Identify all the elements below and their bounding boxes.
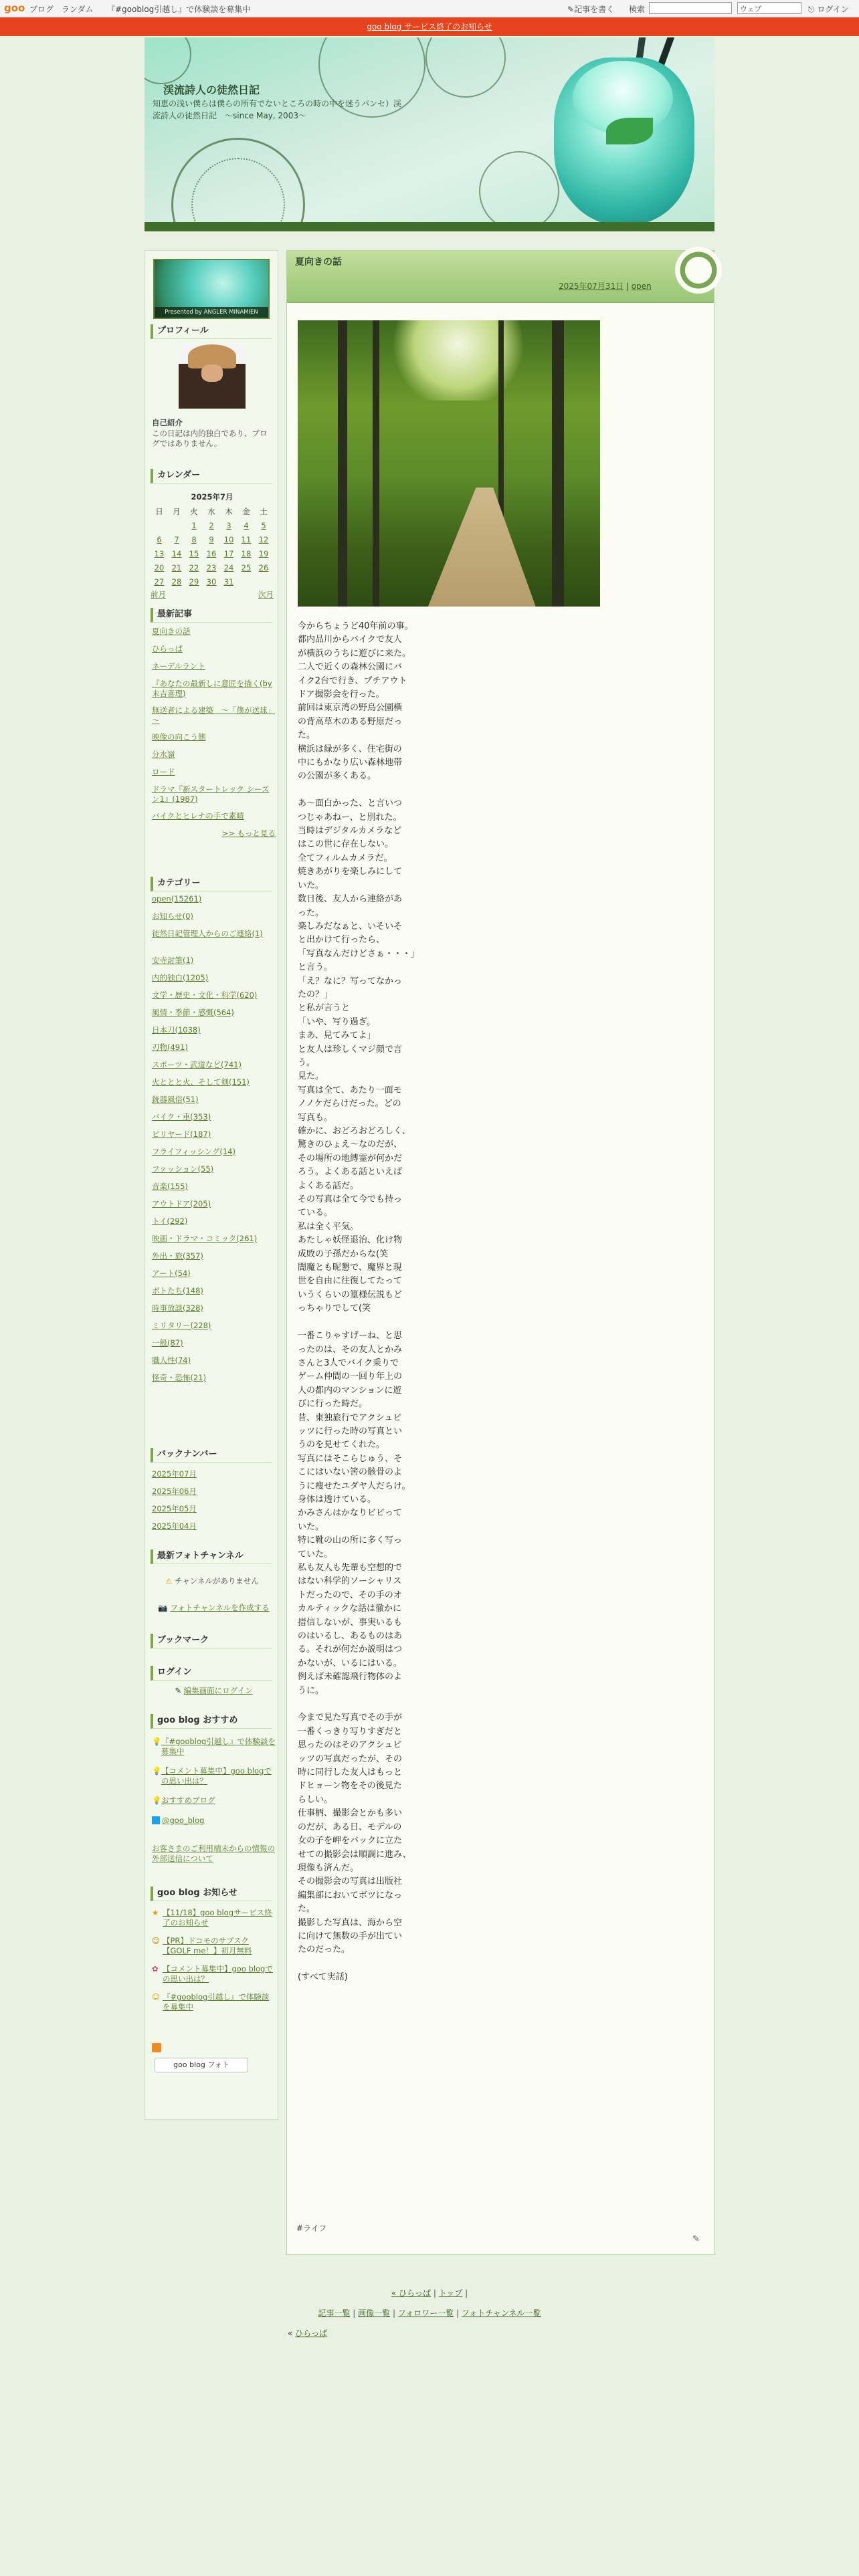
photo-tree (373, 320, 379, 607)
category-link[interactable]: 外出・旅(357) (152, 1251, 203, 1261)
calendar-prev-month[interactable]: 前月 (151, 590, 166, 599)
category-link[interactable]: 一般(87) (152, 1338, 183, 1348)
entry-category-link[interactable]: open (631, 282, 652, 291)
entry-pager: « ひらっぱ | トップ | (391, 2288, 468, 2298)
calendar-day[interactable]: 6 (157, 535, 162, 544)
calendar-day (151, 519, 168, 533)
calendar-day[interactable]: 1 (191, 521, 197, 530)
recent-post-link[interactable]: ネーデルラント (152, 661, 205, 671)
entry-paragraph: あ〜面白かった、と言いつ つじゃあねー、と別れた。 当時はデジタルカメラなど はこの世に存在しない。 全てフィルムカメラだ。 焼きあがりを楽しみにして いた。 数日後、友人から連絡があ った。 楽しみだなぁと、いそいそ と出かけて行ったら、 「写真なんだけどさぁ・・・」 と言う。 「え？なに？写ってなかっ たの？」 と私が言うと 「いや、写り過ぎ。 まあ、見てみてよ」 と友人は珍しくマジ顔で言 う。 見た。 写真は全て、あたり一面モ ノノケだらけだった。どの 写真も。 確かに、おどろおどろしく、 驚きのひょえ〜なのだが、 その場所の地縛霊が何かだ ろう。よくある話といえば よくある話だ。 その写真は全て今でも持っ ている。 私は全く平気。 あたしゃ妖怪退治、化け物 成敗の子孫だからな(笑 闇魔とも昵懇で、魔界と現 世を自由に往復してたって いうくらいの篁様伝説もど っちゃりでして(笑 (298, 798, 420, 1314)
entry-paragraph: 一番こりゃすげーね、と思 ったのは、その友人とかみ さんと3人でバイク乗りで ゲーム仲間の一回り年上の 人の都内のマンションに遊 びに行った時だ。 昔、東独旅行でアクシュビ ッツに行った時の写真とい うのを見せてくれた。 写真にはそこらじゅう、そ こにはいない筈の骸骨のよ うに痩せたユダヤ人だらけ。 身体は透けている。 かみさんはかなりビビって いた。 特に靴の山の所に多く写っ ていた。 私も友人も先輩も空想的で はない科学的ソーシャリス トだったので、その手のオ カルティックな話は徹かに 措信しないが、事実いるも のはいるし、あるものはあ る。それが何だか説明はつ かないが、いるにはいる。 例えば未確認飛行物体のよ うに。 (298, 1331, 411, 1696)
pen-icon: ✎ (175, 1686, 182, 1695)
calendar-day (255, 575, 272, 589)
photo-channel-heading: 最新フォトチャンネル (151, 1549, 272, 1564)
sidebar-banner-image (153, 259, 270, 319)
back-arrow: « (288, 2329, 293, 2338)
weekday-label: 水 (207, 507, 215, 516)
calendar-day[interactable]: 21 (171, 563, 182, 572)
category-link[interactable]: ビリヤード(187) (152, 1130, 211, 1139)
prev-entry-link[interactable]: « ひらっぱ (391, 2288, 431, 2298)
calendar-day[interactable]: 28 (171, 577, 182, 586)
category-link[interactable]: open(15261) (152, 894, 202, 903)
entry-panel (286, 250, 714, 2255)
entry-paragraph: 今からちょうど40年前の事。 都内品川からバイクで友人 が横浜のうちに遊びに来た。 二人で近くの森林公園にバ イク2台で行き、プチアウト ドア撮影会を行った。 前回は東京湾の野鳥公園横 の背高草木のある野原だっ た。 横浜は緑が多く、住宅街の 中にもかなり広い森林地帯 の公園が多くある。 (298, 621, 413, 782)
recommend-link[interactable]: おすすめブログ (161, 1796, 215, 1805)
blog-title[interactable]: 渓流詩人の徒然日記 (163, 84, 260, 96)
blog-description: 知恵の浅い僕らは僕らの所有でないところの時の中を迷うパンセ）渓流詩人の徒然日記 ～since May, 2003～ (153, 99, 402, 120)
category-link[interactable]: 安寺討筆(1) (152, 956, 194, 965)
weekday-label: 火 (190, 507, 198, 516)
rss-icon[interactable] (152, 2043, 161, 2052)
category-link[interactable]: ファッション(55) (152, 1164, 214, 1174)
write-article-link[interactable]: ✎記事を書く (567, 5, 615, 14)
calendar-day[interactable]: 18 (241, 549, 252, 558)
calendar-day (237, 575, 255, 589)
calendar-day[interactable]: 29 (189, 577, 199, 586)
bulb-icon: 💡 (152, 1766, 162, 1776)
news-link[interactable]: 【11/18】goo blogサービス終了のお知らせ (163, 1908, 272, 1927)
calendar-week (151, 575, 274, 589)
backnumber-link[interactable]: 2025年06月 (152, 1487, 197, 1496)
profile-heading: プロフィール (151, 324, 272, 339)
header-ornament (479, 151, 559, 231)
recommend-link[interactable]: 【コメント募集中】goo blogでの思い出は？ (161, 1766, 272, 1786)
category-link[interactable]: 銃器風俗(51) (152, 1095, 199, 1104)
bulb-icon: 💡 (152, 1737, 162, 1746)
calendar-day[interactable]: 30 (206, 577, 217, 586)
calendar-day[interactable]: 23 (206, 563, 217, 572)
search-scope-select[interactable]: ウェブ (737, 2, 801, 14)
avatar-face (201, 364, 223, 382)
recent-post-link[interactable]: 分水嶺 (152, 750, 175, 759)
entry-date-link[interactable]: 2025年07月31日 (559, 282, 624, 291)
weekday-label: 月 (173, 507, 181, 516)
calendar-day (168, 519, 185, 533)
backnumber-heading: バックナンバー (151, 1448, 272, 1463)
backnumber-link[interactable]: 2025年07月 (152, 1469, 197, 1479)
back-entry-link[interactable]: ひらっぱ (295, 2329, 328, 2338)
twitter-link[interactable]: @goo_blog (162, 1816, 205, 1825)
edit-pencil-icon[interactable]: ✎ (692, 2234, 700, 2244)
weekday-label: 木 (225, 507, 233, 516)
calendar-day[interactable]: 22 (189, 563, 199, 572)
weekday-label: 金 (242, 507, 250, 516)
backnumber-link[interactable]: 2025年04月 (152, 1521, 197, 1531)
sidebar-banner-caption: Presented by ANGLER MINAMIEN (155, 307, 268, 318)
category-link[interactable]: スポーツ・武道など(741) (152, 1060, 242, 1069)
calendar-week (151, 519, 274, 533)
recommend-list (152, 1737, 276, 1873)
star-icon: ★ (152, 1908, 159, 1917)
entry-title: 夏向きの話 (295, 257, 342, 267)
category-link[interactable]: お知らせ(0) (152, 911, 193, 921)
calendar-day[interactable]: 31 (223, 577, 234, 586)
calendar-day[interactable]: 9 (209, 535, 214, 544)
category-link[interactable]: ボトたち(148) (152, 1286, 203, 1295)
photo-sky (391, 320, 525, 401)
calendar-day[interactable]: 11 (241, 535, 252, 544)
profile-intro-label: 自己紹介 (152, 418, 183, 427)
calendar-day[interactable]: 10 (223, 535, 234, 544)
recent-post-link[interactable]: 『あなたの最新しに意匠を描く(by 末吉喜理) (152, 679, 272, 698)
header-ornament (425, 37, 506, 98)
calendar-week (151, 533, 274, 547)
category-link[interactable]: ミリタリー(228) (152, 1321, 211, 1330)
back-link-row (288, 2327, 327, 2339)
login-icon: ⎋ (808, 5, 815, 14)
recent-post-link[interactable]: 映像の向こう側 (152, 732, 206, 742)
calendar-day[interactable]: 4 (244, 521, 249, 530)
entry-meta: 2025年07月31日 | open (559, 282, 652, 291)
category-link[interactable]: バイク・車(353) (152, 1112, 211, 1121)
search-label: 検索 (629, 5, 646, 14)
category-link[interactable]: 風情・季節・感慨(564) (152, 1008, 234, 1017)
recent-post-link[interactable]: バイクとヒレナの手で素晴 (152, 811, 244, 821)
category-link[interactable]: 音楽(155) (152, 1182, 188, 1191)
news-link[interactable]: 『#gooblog引越し』で体験談を募集中 (163, 1992, 270, 2012)
image-list-link[interactable]: 画像一覧 (358, 2309, 391, 2318)
nav-blog-link[interactable]: ブログ (29, 5, 54, 14)
category-link[interactable]: トイ(292) (152, 1216, 188, 1226)
recent-post-link[interactable]: ひらっぱ (152, 644, 183, 653)
recent-post-link[interactable]: ドラマ『新スタートレック シーズン1』(1987) (152, 784, 270, 804)
weekday-label: 土 (260, 507, 268, 516)
category-link[interactable]: 日本刀(1038) (152, 1025, 201, 1035)
category-link[interactable]: 時事放談(328) (152, 1303, 203, 1313)
header-bottom-band (145, 222, 714, 231)
goo-blog-photo-badge[interactable]: goo blog フォト (155, 2058, 248, 2072)
category-list (152, 894, 276, 1390)
service-notice-bar (0, 17, 859, 36)
photo-tree (552, 320, 564, 607)
sidebar (145, 250, 278, 2120)
category-link[interactable]: 怪奇・恐怖(21) (152, 1373, 207, 1382)
calendar-day[interactable]: 13 (154, 549, 165, 558)
entry-tag[interactable]: #ライフ (296, 2224, 327, 2233)
recent-post-link[interactable]: ロード (152, 767, 175, 776)
edit-login-link[interactable]: ✎ 編集画面にログイン (175, 1686, 253, 1695)
photo-path (425, 488, 539, 607)
calendar-day[interactable]: 7 (174, 535, 179, 544)
category-heading: カテゴリー (151, 877, 272, 891)
category-link[interactable]: アート(54) (152, 1269, 191, 1278)
news-list (152, 1908, 276, 2020)
login-heading: ログイン (151, 1666, 272, 1681)
calendar-day[interactable]: 12 (258, 535, 269, 544)
weekday-label: 日 (155, 507, 163, 516)
news-heading: goo blog お知らせ (151, 1887, 272, 1901)
profile-intro-text: この日記は内的独白であり、ブログではありません。 (152, 429, 268, 448)
calendar (151, 492, 274, 600)
recent-posts-list (152, 627, 276, 845)
smile-icon: ☺ (152, 1992, 160, 2002)
calendar-day[interactable]: 5 (261, 521, 266, 530)
forest-path-photo[interactable] (298, 320, 600, 607)
privacy-link[interactable]: お客さまのご利用端末からの情報の外部送信について (152, 1844, 275, 1863)
category-link[interactable]: 内的独白(1205) (152, 973, 209, 982)
calendar-day[interactable]: 14 (171, 549, 182, 558)
calendar-day[interactable]: 16 (206, 549, 217, 558)
entry-body (298, 620, 452, 1998)
backnumber-list (152, 1469, 276, 1539)
recent-more-link[interactable]: >> もっと見る (221, 829, 276, 838)
blog-header (145, 37, 714, 231)
profile-avatar[interactable] (179, 344, 246, 409)
search-input[interactable] (649, 2, 732, 14)
calendar-week (151, 561, 274, 575)
calendar-day[interactable]: 20 (154, 563, 165, 572)
category-link[interactable]: 映画・ドラマ・コミック(261) (152, 1234, 258, 1243)
category-link[interactable]: フライフィッシング(14) (152, 1147, 235, 1156)
calendar-week (151, 547, 274, 561)
recent-posts-heading: 最新記事 (151, 608, 272, 623)
calendar-day[interactable]: 15 (189, 549, 199, 558)
calendar-day[interactable]: 27 (154, 577, 165, 586)
news-link[interactable]: 【PR】ドコモのサブスク【GOLF me！】初月無料 (163, 1936, 252, 1955)
article-list-link[interactable]: 記事一覧 (318, 2309, 351, 2318)
goo-logo[interactable]: goo (4, 2, 25, 14)
top-link[interactable]: トップ (438, 2288, 463, 2298)
category-link[interactable]: 職人性(74) (152, 1356, 191, 1365)
calendar-weekdays (151, 505, 274, 519)
category-link[interactable]: アウトドア(205) (152, 1199, 211, 1208)
calendar-day[interactable]: 24 (223, 563, 234, 572)
entry-paragraph: (すべて実話) (298, 1972, 348, 1983)
backnumber-link[interactable]: 2025年05月 (152, 1504, 197, 1513)
flower-icon: ✿ (152, 1964, 159, 1973)
nav-campaign-link[interactable]: 『#gooblog引越し』で体験談を募集中 (107, 5, 251, 14)
bookmark-heading: ブックマーク (151, 1634, 272, 1648)
header-ornament (145, 37, 191, 84)
entry-paragraph: 今まで見た写真でその手が 一番くっきり写りすぎだと 思ったのはそのアクシュビ ッツの写真だったが、その 時に同行した友人はもっと ドヒョーン物をその後見た らしい。 仕事柄、撮影会とかも多い のだが、ある日、モデルの 女の子を岬をバックに立た せての撮影会は順調に進み、 現像も済んだ。 その撮影会の写真は出版社 編集部においてボツになっ た。 撮影した写真は、海から空 に向けて無数の手が出てい たのだった。 (298, 1713, 411, 1955)
photo-channel-list-link[interactable]: フォトチャンネル一覧 (461, 2309, 541, 2318)
recommend-heading: goo blog おすすめ (151, 1714, 272, 1729)
pen-icon: ✎ (567, 5, 575, 14)
login-link[interactable]: ⎋ ログイン (808, 5, 849, 14)
news-link[interactable]: 【コメント募集中】goo blogでの思い出は？ (163, 1964, 273, 1983)
calendar-heading: カレンダー (151, 469, 272, 484)
leaf-ornament-icon (675, 247, 722, 294)
entry-header (287, 251, 714, 303)
category-link[interactable]: 火ととと火、そして剣(151) (152, 1077, 250, 1087)
photo-tree (338, 320, 347, 607)
top-toolbar (0, 0, 859, 17)
follower-list-link[interactable]: フォロワー一覧 (397, 2309, 454, 2318)
calendar-day[interactable]: 26 (258, 563, 269, 572)
nav-random-link[interactable]: ランダム (62, 5, 94, 14)
service-end-notice-link[interactable]: goo blog サービス終了のお知らせ (367, 22, 492, 31)
recent-post-link[interactable]: 無送者による建築 ～「僕が送球」～ (152, 706, 275, 725)
calendar-day[interactable]: 17 (223, 549, 234, 558)
category-link[interactable]: 刃物(491) (152, 1043, 188, 1052)
smile-icon: ☺ (152, 1936, 160, 1945)
recent-post-link[interactable]: 夏向きの話 (152, 627, 191, 636)
calendar-month: 2025年7月 (191, 492, 233, 502)
calendar-day[interactable]: 3 (226, 521, 231, 530)
photo-channel-empty: ⚠ チャンネルがありません (165, 1576, 259, 1586)
recommend-link[interactable]: 『#gooblog引越し』で体験談を募集中 (161, 1737, 276, 1756)
calendar-next-month[interactable]: 次月 (258, 590, 274, 599)
camera-icon: 📷 (158, 1603, 168, 1612)
calendar-day[interactable]: 2 (209, 521, 214, 530)
twitter-icon (152, 1816, 160, 1824)
create-photo-channel[interactable]: 📷 フォトチャンネルを作成する (158, 1603, 270, 1612)
category-link[interactable]: 徒然日記管理人からのご連絡(1) (152, 929, 263, 938)
category-link[interactable]: 文学・歴史・文化・科学(620) (152, 990, 258, 1000)
header-mint-leaf (606, 118, 653, 144)
bulb-icon: 💡 (152, 1796, 162, 1805)
calendar-day[interactable]: 8 (191, 535, 197, 544)
calendar-day[interactable]: 25 (241, 563, 252, 572)
calendar-day[interactable]: 19 (258, 549, 269, 558)
warning-icon: ⚠ (165, 1576, 173, 1586)
list-links: 記事一覧 | 画像一覧 | フォロワー一覧 | フォトチャンネル一覧 (318, 2309, 541, 2318)
